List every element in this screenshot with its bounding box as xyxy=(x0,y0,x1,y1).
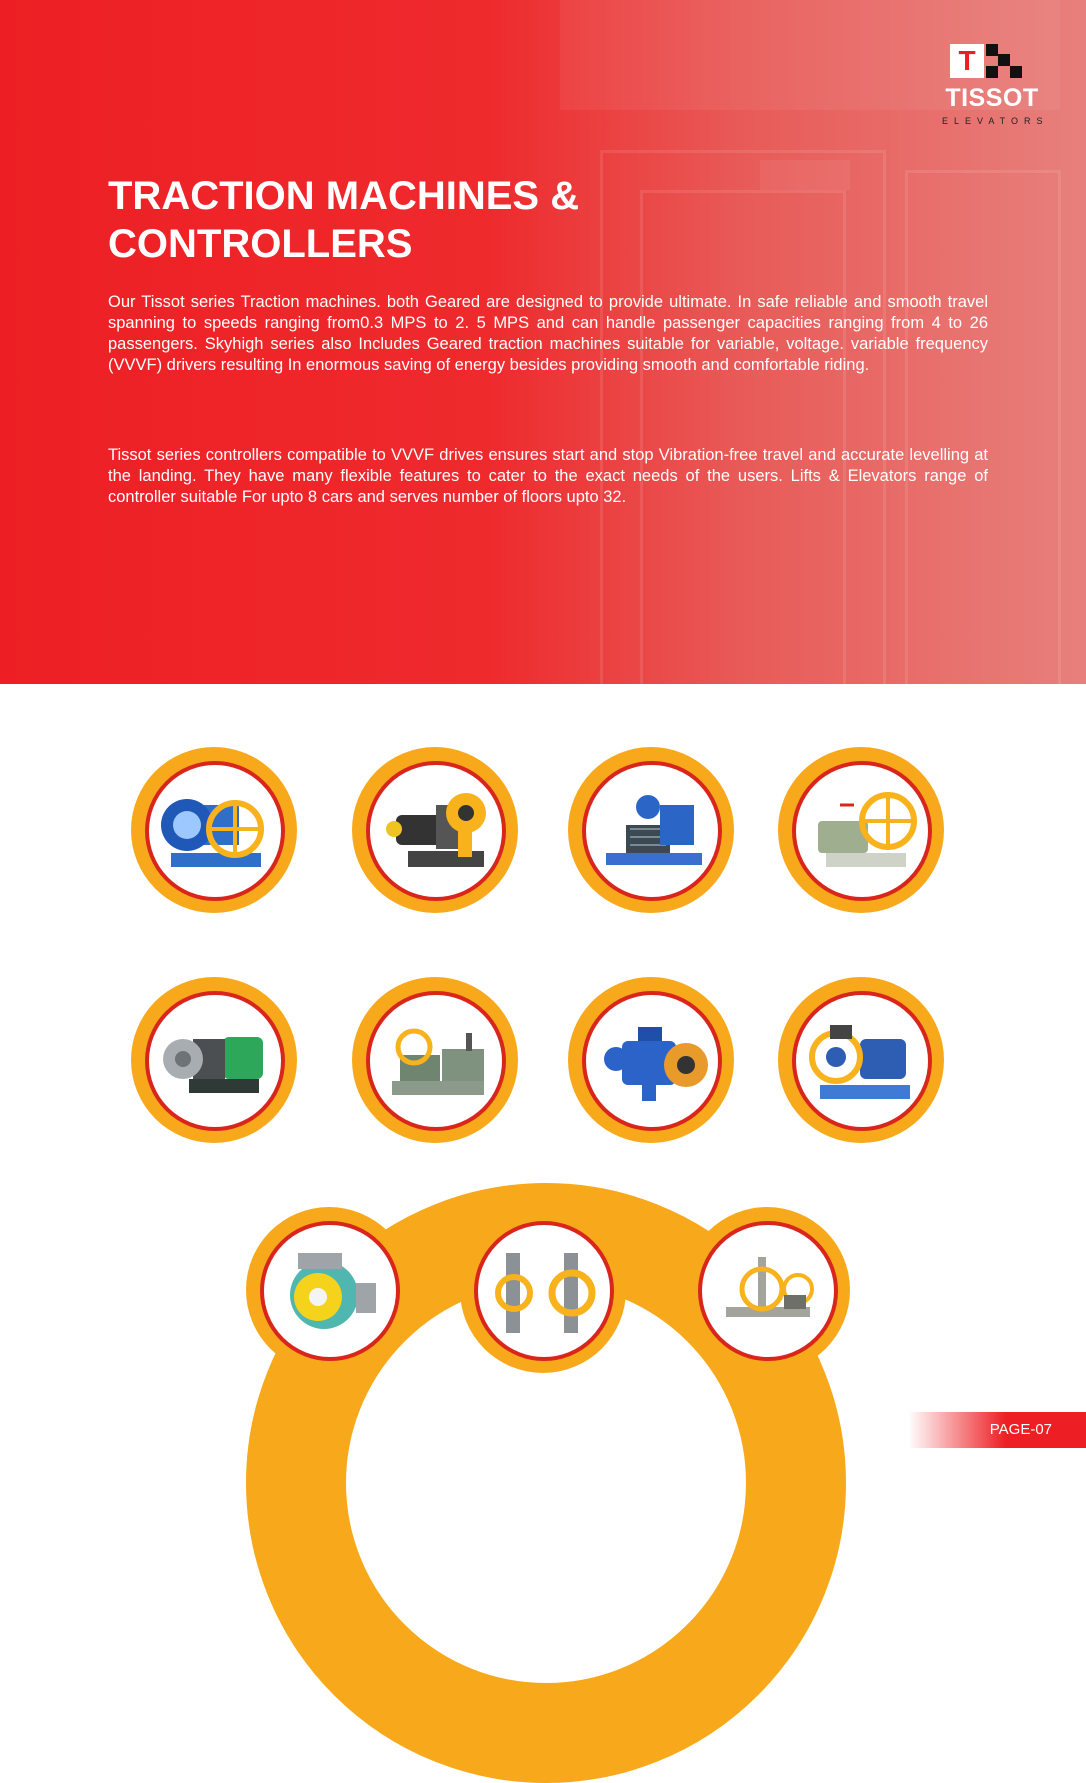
product-image-frame xyxy=(698,1221,838,1361)
product-image-frame xyxy=(792,761,932,901)
hero-banner xyxy=(0,0,1086,684)
logo-square-3 xyxy=(986,66,998,78)
product-circle xyxy=(131,747,297,913)
gearless-pmsm-machine-icon xyxy=(264,1225,396,1357)
geared-traction-machine-icon xyxy=(149,765,281,897)
page-title xyxy=(108,172,728,268)
product-circle xyxy=(352,747,518,913)
product-image-frame xyxy=(582,991,722,1131)
product-image-frame xyxy=(366,991,506,1131)
product-circle xyxy=(568,747,734,913)
sheave-gear-machine-icon xyxy=(796,765,928,897)
background-side-wall xyxy=(905,170,1061,684)
product-circle xyxy=(131,977,297,1143)
logo-square-1 xyxy=(986,44,998,56)
product-image-frame xyxy=(145,761,285,901)
brand-subtitle: ELEVATORS xyxy=(942,116,1049,126)
brand-name: TISSOT xyxy=(945,84,1039,112)
product-image-frame xyxy=(366,761,506,901)
overspeed-governor-icon xyxy=(702,1225,834,1357)
product-image-frame xyxy=(145,991,285,1131)
controllers-paragraph: Tissot series controllers compatible to VVVF drives ensures start and stop Vibration-free travel and accurate levelling at the landing. They have many flexible features to cater to the exact needs of the users. Lifts & Elevators range of controller suitable For upto 8 cars and serves number of floors upto 32. xyxy=(108,446,988,506)
double-gearbox-machine-icon xyxy=(370,995,502,1127)
logo-letter: T xyxy=(950,44,984,78)
heavy-traction-machine-icon xyxy=(796,995,928,1127)
gearless-motor-icon xyxy=(149,995,281,1127)
winch-drum-machine-icon xyxy=(586,765,718,897)
product-image-frame xyxy=(260,1221,400,1361)
intro-paragraph: Our Tissot series Traction machines. both Geared are designed to provide ultimate. In safe reliable and smooth travel spanning to speeds ranging from0.3 MPS to 2. 5 MPS and can handle passenger capacities ranging from 4 to 26 passengers. Skyhigh series also Includes Geared traction machines suitable for variable, voltage. variable frequency (VVVF) drivers resulting In enormous saving of energy besides providing smooth and comfortable riding. xyxy=(108,293,988,374)
product-circle xyxy=(352,977,518,1143)
traction-machine-motor-icon xyxy=(370,765,502,897)
product-circle xyxy=(778,977,944,1143)
product-circle xyxy=(568,977,734,1143)
title-line-2: CONTROLLERS xyxy=(108,222,413,266)
tissot-logo xyxy=(942,44,1049,134)
product-circle xyxy=(778,747,944,913)
product-image-frame xyxy=(474,1221,614,1361)
logo-square-2 xyxy=(998,54,1010,66)
diverter-pulley-icon xyxy=(478,1225,610,1357)
background-panel xyxy=(760,160,850,190)
blue-traction-motor-icon xyxy=(586,995,718,1127)
product-image-frame xyxy=(792,991,932,1131)
product-circle xyxy=(684,1207,850,1373)
page-number: PAGE-07 xyxy=(908,1412,1086,1448)
logo-square-4 xyxy=(1010,66,1022,78)
product-circle xyxy=(460,1207,626,1373)
product-circle xyxy=(246,1207,412,1373)
product-image-frame xyxy=(582,761,722,901)
title-line-1: TRACTION MACHINES & xyxy=(108,174,580,218)
